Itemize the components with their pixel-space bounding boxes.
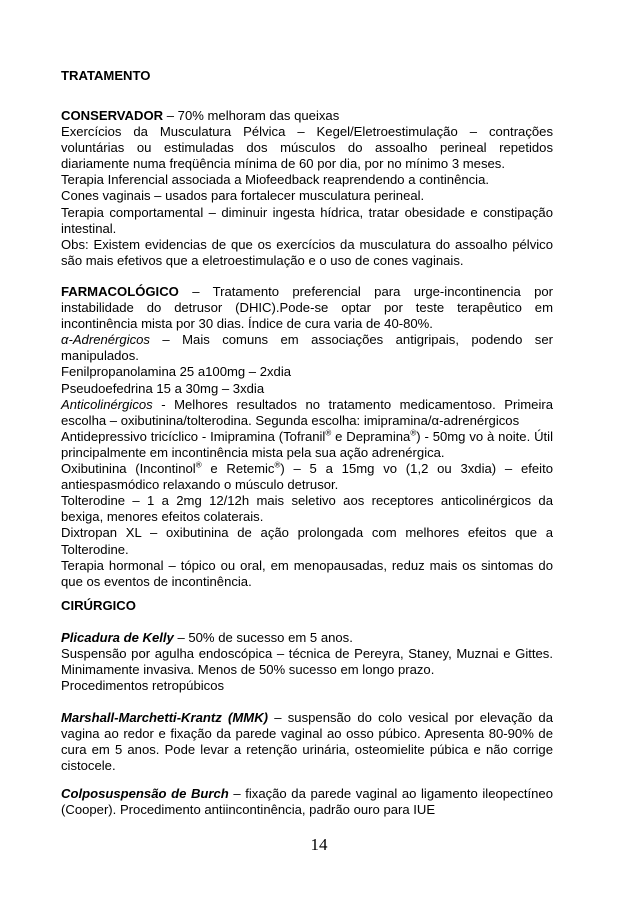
paragraph-mmk: Marshall-Marchetti-Krantz (MMK) – suspensão do colo vesical por elevação da vagina ao redor e fixação da parede vaginal ao osso púbico. Apresenta 80-90% de cura em 5 anos. Pode levar a retenção urinária, osteomielite púbica e não corrige cistocele. [61,710,553,774]
paragraph-antidepressivo: Antidepressivo tricíclico - Imipramina (Tofranil® e Depramina®) - 50mg vo à noite. Útil principalmente em incontinência mista pela sua ação adrenérgica. [61,428,553,460]
paragraph-tolterodine: Tolterodine – 1 a 2mg 12/12h mais seletivo aos receptores anticolinérgicos da bexiga, menores efeitos colaterais. [61,493,553,525]
paragraph-obs: Obs: Existem evidencias de que os exercícios da musculatura do assoalho pélvico são mais efetivos que a eletroestimulação e o uso de cones vaginais. [61,236,553,268]
paragraph-retropubicos: Procedimentos retropúbicos [61,678,225,694]
paragraph-terapia-inferencial: Terapia Inferencial associada a Miofeedback reaprendendo a continência. [61,172,490,188]
paragraph-exercicios: Exercícios da Musculatura Pélvica – Kegel/Eletroestimulação – contrações voluntárias ou estimuladas dos músculos do assoalho perineal repetidos diariamente numa freqüência mínima de 60 por dia, por no mínimo 3 meses. [61,124,553,172]
paragraph-anticolinergicos: Anticolinérgicos - Melhores resultados no tratamento medicamentoso. Primeira escolha – oxibutinina/tolterodina. Segunda escolha: imipramina/α-adrenérgicos [61,396,553,428]
paragraph-fenilpropanolamina: Fenilpropanolamina 25 a100mg – 2xdia [61,364,292,380]
page-number: 14 [310,835,328,854]
paragraph-burch: Colposuspensão de Burch – fixação da parede vaginal ao ligamento ileopectíneo (Cooper). Procedimento antiincontinência, padrão ouro para IUE [61,786,553,818]
paragraph-terapia-hormonal: Terapia hormonal – tópico ou oral, em menopausadas, reduz mais os sintomas do que os eventos de incontinência. [61,557,553,589]
paragraph-suspensao-agulha: Suspensão por agulha endoscópica – técnica de Pereyra, Staney, Muznai e Gittes. Minimamente invasiva. Menos de 50% sucesso em longo prazo. [61,646,553,678]
farmacologico-title: FARMACOLÓGICO [61,284,179,299]
conservador-title: CONSERVADOR [61,108,164,123]
section-cirurgico-mmk [61,710,553,774]
paragraph-oxibutinina: Oxibutinina (Incontinol® e Retemic®) – 5 a 15mg vo (1,2 ou 3xdia) – efeito antiespasmódico relaxando o músculo detrusor. [61,460,553,493]
section-cirurgico-kelly [61,630,553,694]
paragraph-plicadura-kelly: Plicadura de Kelly – 50% de sucesso em 5 anos. [61,630,353,645]
paragraph-dixtropan: Dixtropan XL – oxibutinina de ação prolongada com melhores efeitos que a Tolterodine. [61,525,553,557]
paragraph-terapia-comportamental: Terapia comportamental – diminuir ingesta hídrica, tratar obesidade e constipação intestinal. [61,204,553,236]
section-conservador [61,108,553,269]
conservador-intro: CONSERVADOR – 70% melhoram das queixas [61,108,340,123]
paragraph-alpha-adrenergicos: α-Adrenérgicos – Mais comuns em associações antigripais, podendo ser manipulados. [61,332,553,364]
section-farmacologico [61,284,553,590]
section-cirurgico-burch [61,786,553,818]
section-heading-cirurgico: CIRÚRGICO [61,598,136,613]
section-heading-tratamento: TRATAMENTO [61,68,151,83]
paragraph-pseudoefedrina: Pseudoefedrina 15 a 30mg – 3xdia [61,380,265,396]
farmacologico-intro: FARMACOLÓGICO – Tratamento preferencial para urge-incontinencia por instabilidade do detrusor (DHIC).Pode-se optar por teste terapêutico em incontinência mista por 30 dias. Índice de cura varia de 40-80%. [61,284,553,332]
paragraph-cones-vaginais: Cones vaginais – usados para fortalecer musculatura perineal. [61,188,425,204]
